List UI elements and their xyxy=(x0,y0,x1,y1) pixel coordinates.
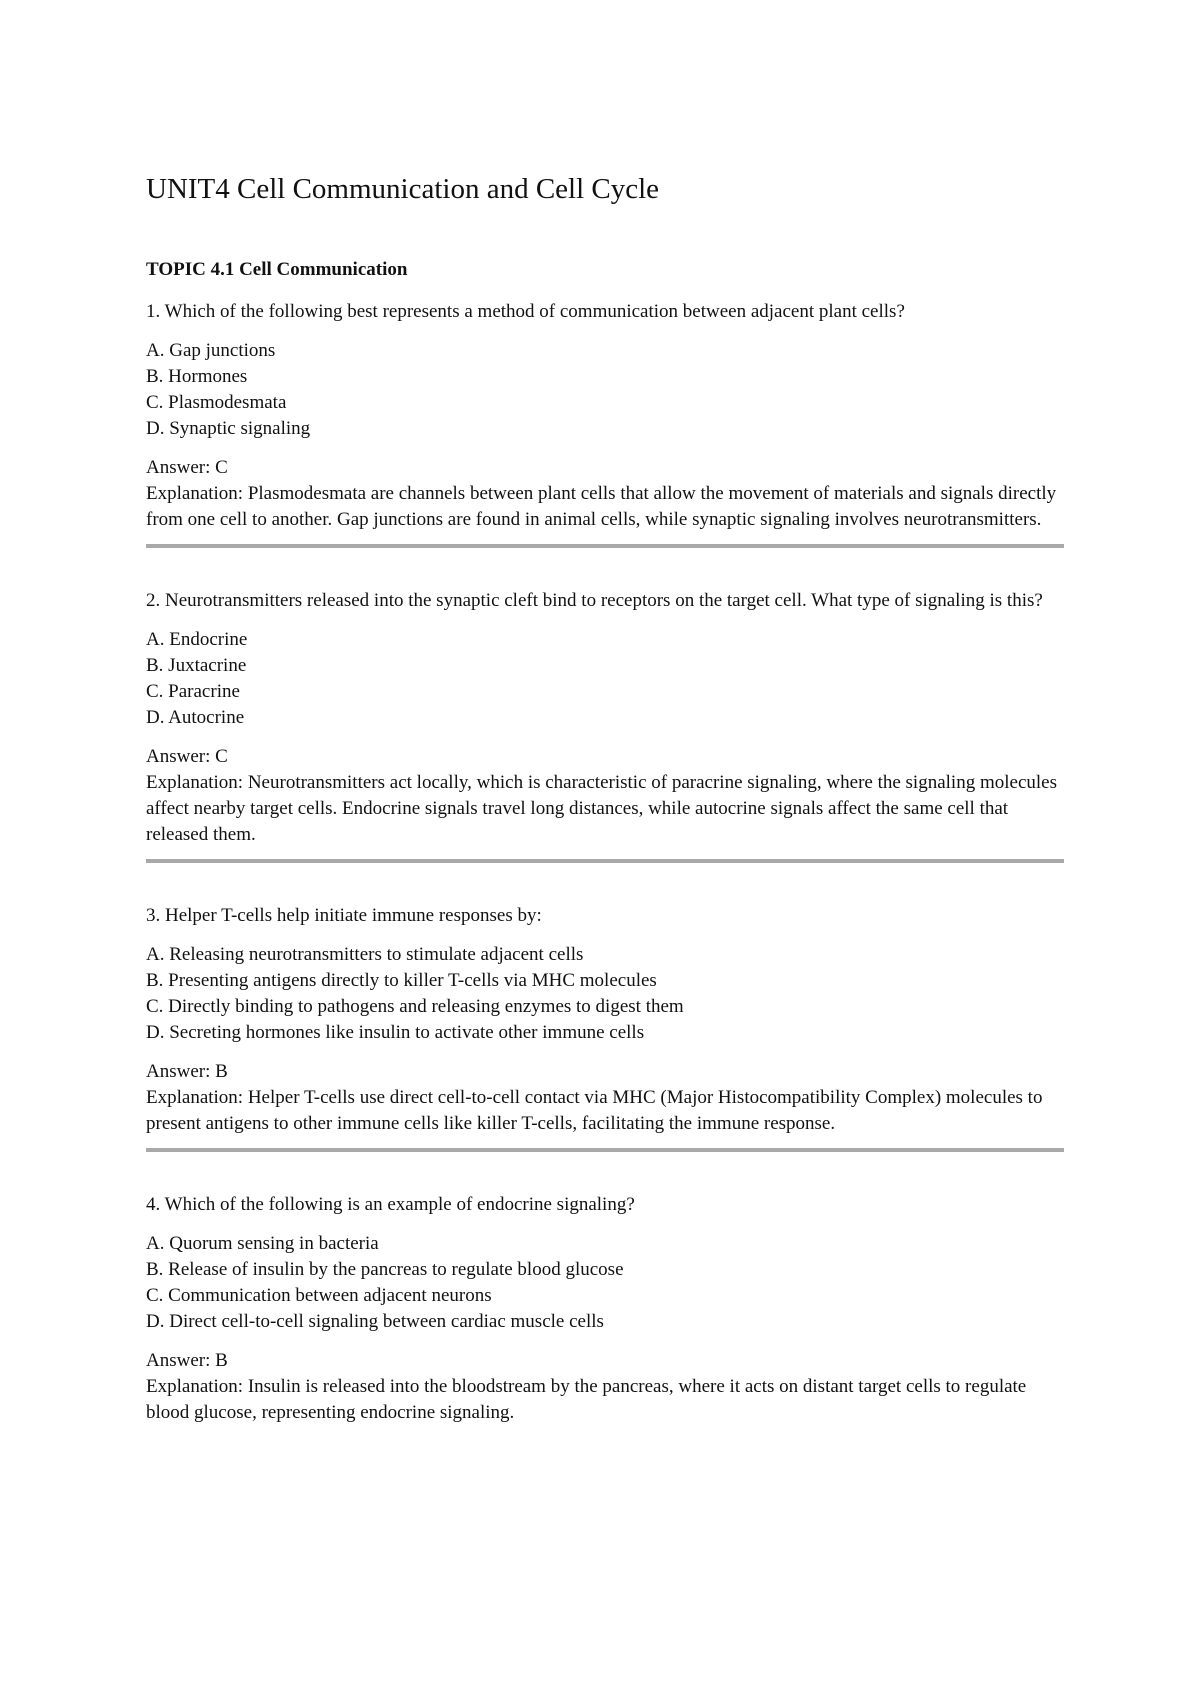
option-b: B. Juxtacrine xyxy=(146,655,247,676)
explanation-text: Explanation: Insulin is released into the bloodstream by the pancreas, where it acts on distant target cells to regulate blood glucose, representing endocrine signaling. xyxy=(146,1376,1027,1423)
option-d: D. Synaptic signaling xyxy=(146,418,311,439)
topic-title: TOPIC 4.1 Cell Communication xyxy=(146,259,408,280)
option-a: A. Quorum sensing in bacteria xyxy=(146,1233,379,1254)
option-b: B. Release of insulin by the pancreas to regulate blood glucose xyxy=(146,1259,624,1280)
explanation-text: Explanation: Neurotransmitters act locally, which is characteristic of paracrine signaling, where the signaling molecules affect nearby target cells. Endocrine signals travel long distances, while autocrine signals affect the same cell that released them. xyxy=(146,772,1057,845)
option-c: C. Paracrine xyxy=(146,681,240,702)
option-b: B. Hormones xyxy=(146,366,248,387)
answer-line: Answer: B xyxy=(146,1350,228,1371)
option-c: C. Directly binding to pathogens and releasing enzymes to digest them xyxy=(146,996,684,1017)
option-d: D. Secreting hormones like insulin to activate other immune cells xyxy=(146,1022,645,1043)
question-text: 2. Neurotransmitters released into the synaptic cleft bind to receptors on the target cell. What type of signaling is this? xyxy=(146,590,1043,611)
answer-line: Answer: C xyxy=(146,746,228,767)
option-d: D. Direct cell-to-cell signaling between cardiac muscle cells xyxy=(146,1311,604,1332)
answer-line: Answer: B xyxy=(146,1061,228,1082)
question-text: 4. Which of the following is an example of endocrine signaling? xyxy=(146,1194,635,1215)
unit-title: UNIT4 Cell Communication and Cell Cycle xyxy=(146,173,660,205)
answer-options xyxy=(146,627,1066,731)
option-c: C. Communication between adjacent neurons xyxy=(146,1285,492,1306)
answer-line: Answer: C xyxy=(146,457,228,478)
explanation-text: Explanation: Helper T-cells use direct cell-to-cell contact via MHC (Major Histocompatibility Complex) molecules to present antigens to other immune cells like killer T-cells, facilitating the immune response. xyxy=(146,1087,1043,1134)
answer-options xyxy=(146,1231,1066,1335)
question-2 xyxy=(146,588,1066,848)
question-3 xyxy=(146,903,1066,1137)
question-text: 1. Which of the following best represents a method of communication between adjacent plant cells? xyxy=(146,301,905,322)
explanation-text: Explanation: Plasmodesmata are channels between plant cells that allow the movement of materials and signals directly from one cell to another. Gap junctions are found in animal cells, while synaptic signaling involves neurotransmitters. xyxy=(146,483,1057,530)
option-c: C. Plasmodesmata xyxy=(146,392,287,413)
section-divider xyxy=(146,859,1064,863)
answer-options xyxy=(146,942,1066,1046)
question-4 xyxy=(146,1192,1066,1426)
document-page xyxy=(146,170,1066,1426)
option-a: A. Endocrine xyxy=(146,629,248,650)
option-a: A. Releasing neurotransmitters to stimulate adjacent cells xyxy=(146,944,584,965)
answer-options xyxy=(146,338,1066,442)
option-b: B. Presenting antigens directly to killer T-cells via MHC molecules xyxy=(146,970,657,991)
question-text: 3. Helper T-cells help initiate immune responses by: xyxy=(146,905,542,926)
question-1 xyxy=(146,299,1066,533)
option-d: D. Autocrine xyxy=(146,707,245,728)
section-divider xyxy=(146,544,1064,548)
option-a: A. Gap junctions xyxy=(146,340,276,361)
section-divider xyxy=(146,1148,1064,1152)
